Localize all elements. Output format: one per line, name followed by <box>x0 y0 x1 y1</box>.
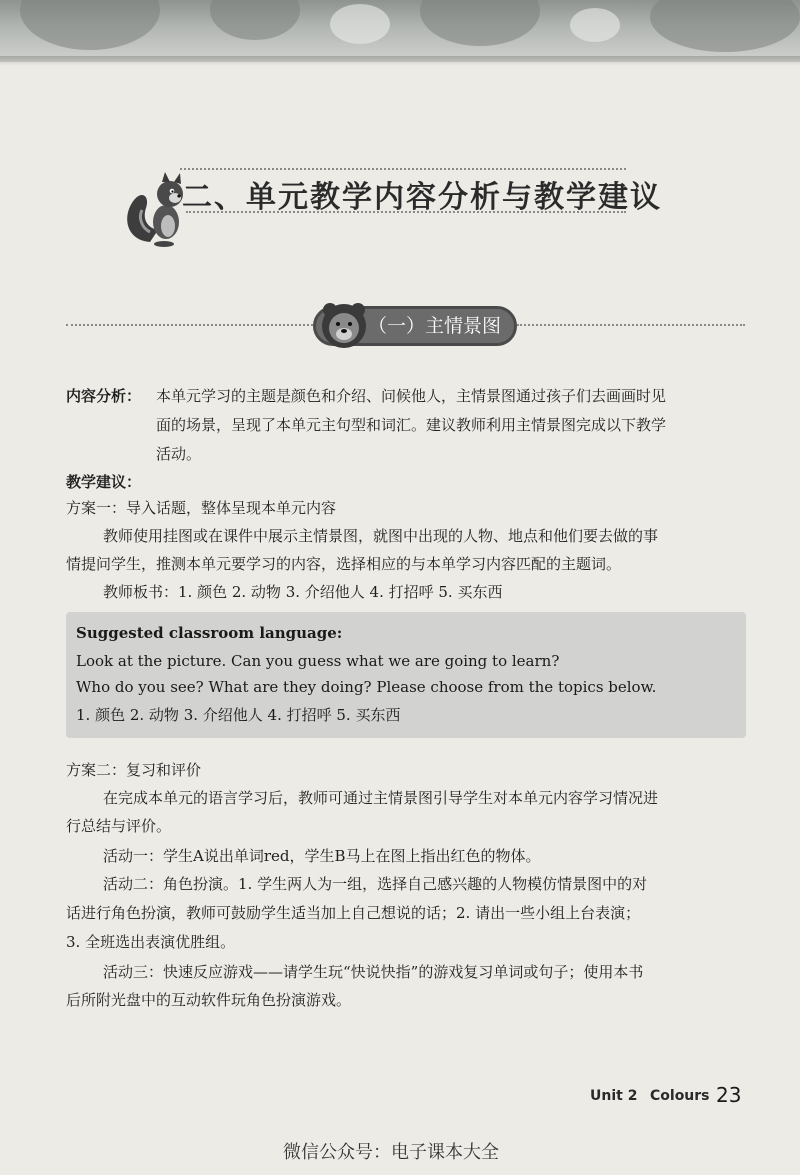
page-edge-shadow <box>0 56 800 66</box>
content-analysis-line: 面的场景，呈现了本单元主句型和词汇。建议教师利用主情景图完成以下教学 <box>156 416 667 434</box>
plan2-line: 行总结与评价。 <box>66 817 172 835</box>
classroom-language-title: Suggested classroom language: <box>76 624 343 642</box>
watermark-text: 微信公众号：电子课本大全 <box>283 1142 499 1163</box>
plan1-board: 教师板书：1. 颜色 2. 动物 3. 介绍他人 4. 打招呼 5. 买东西 <box>103 583 503 601</box>
subsection-rule-right <box>517 324 745 326</box>
classroom-language-line: 1. 颜色 2. 动物 3. 介绍他人 4. 打招呼 5. 买东西 <box>76 706 401 724</box>
header-illustration-band <box>0 0 800 62</box>
plan2-line: 后所附光盘中的互动软件玩角色扮演游戏。 <box>66 991 352 1009</box>
plan2-line: 在完成本单元的语言学习后，教师可通过主情景图引导学生对本单元内容学习情况进 <box>103 789 659 807</box>
plan1-line: 情提问学生，推测本单元要学习的内容，选择相应的与本单学习内容匹配的主题词。 <box>66 555 622 573</box>
content-analysis-line: 活动。 <box>156 445 202 463</box>
plan2-line: 3. 全班选出表演优胜组。 <box>66 933 236 951</box>
plan1-line: 教师使用挂图或在课件中展示主情景图，就图中出现的人物、地点和他们要去做的事 <box>103 527 659 545</box>
subsection-title: （一）主情景图 <box>368 315 502 337</box>
bear-icon <box>316 298 372 350</box>
plan2-title: 方案二：复习和评价 <box>66 761 202 779</box>
suggestions-label: 教学建议： <box>66 473 142 491</box>
footer-unit-title: Colours <box>650 1088 710 1104</box>
plan1-title: 方案一：导入话题，整体呈现本单元内容 <box>66 499 337 517</box>
plan2-line: 活动一：学生A说出单词red，学生B马上在图上指出红色的物体。 <box>103 847 541 865</box>
classroom-language-line: Look at the picture. Can you guess what we are going to learn? <box>76 652 560 670</box>
plan2-line: 话进行角色扮演，教师可鼓励学生适当加上自己想说的话；2. 请出一些小组上台表演； <box>66 904 641 922</box>
content-analysis-line: 本单元学习的主题是颜色和介绍、问候他人，主情景图通过孩子们去画画时见 <box>156 387 667 405</box>
classroom-language-line: Who do you see? What are they doing? Please choose from the topics below. <box>76 678 657 696</box>
subsection-rule-left <box>66 324 313 326</box>
plan2-line: 活动二：角色扮演。1. 学生两人为一组，选择自己感兴趣的人物模仿情景图中的对 <box>103 875 648 893</box>
content-analysis-label: 内容分析： <box>66 387 142 405</box>
section-rule-top <box>180 168 626 170</box>
section-title: 二、单元教学内容分析与教学建议 <box>182 180 662 215</box>
plan2-line: 活动三：快速反应游戏——请学生玩“快说快指”的游戏复习单词或句子；使用本书 <box>103 963 644 981</box>
section-rule-bottom <box>186 211 626 213</box>
footer-unit: Unit 2 <box>590 1088 638 1104</box>
page-number: 23 <box>716 1083 742 1107</box>
